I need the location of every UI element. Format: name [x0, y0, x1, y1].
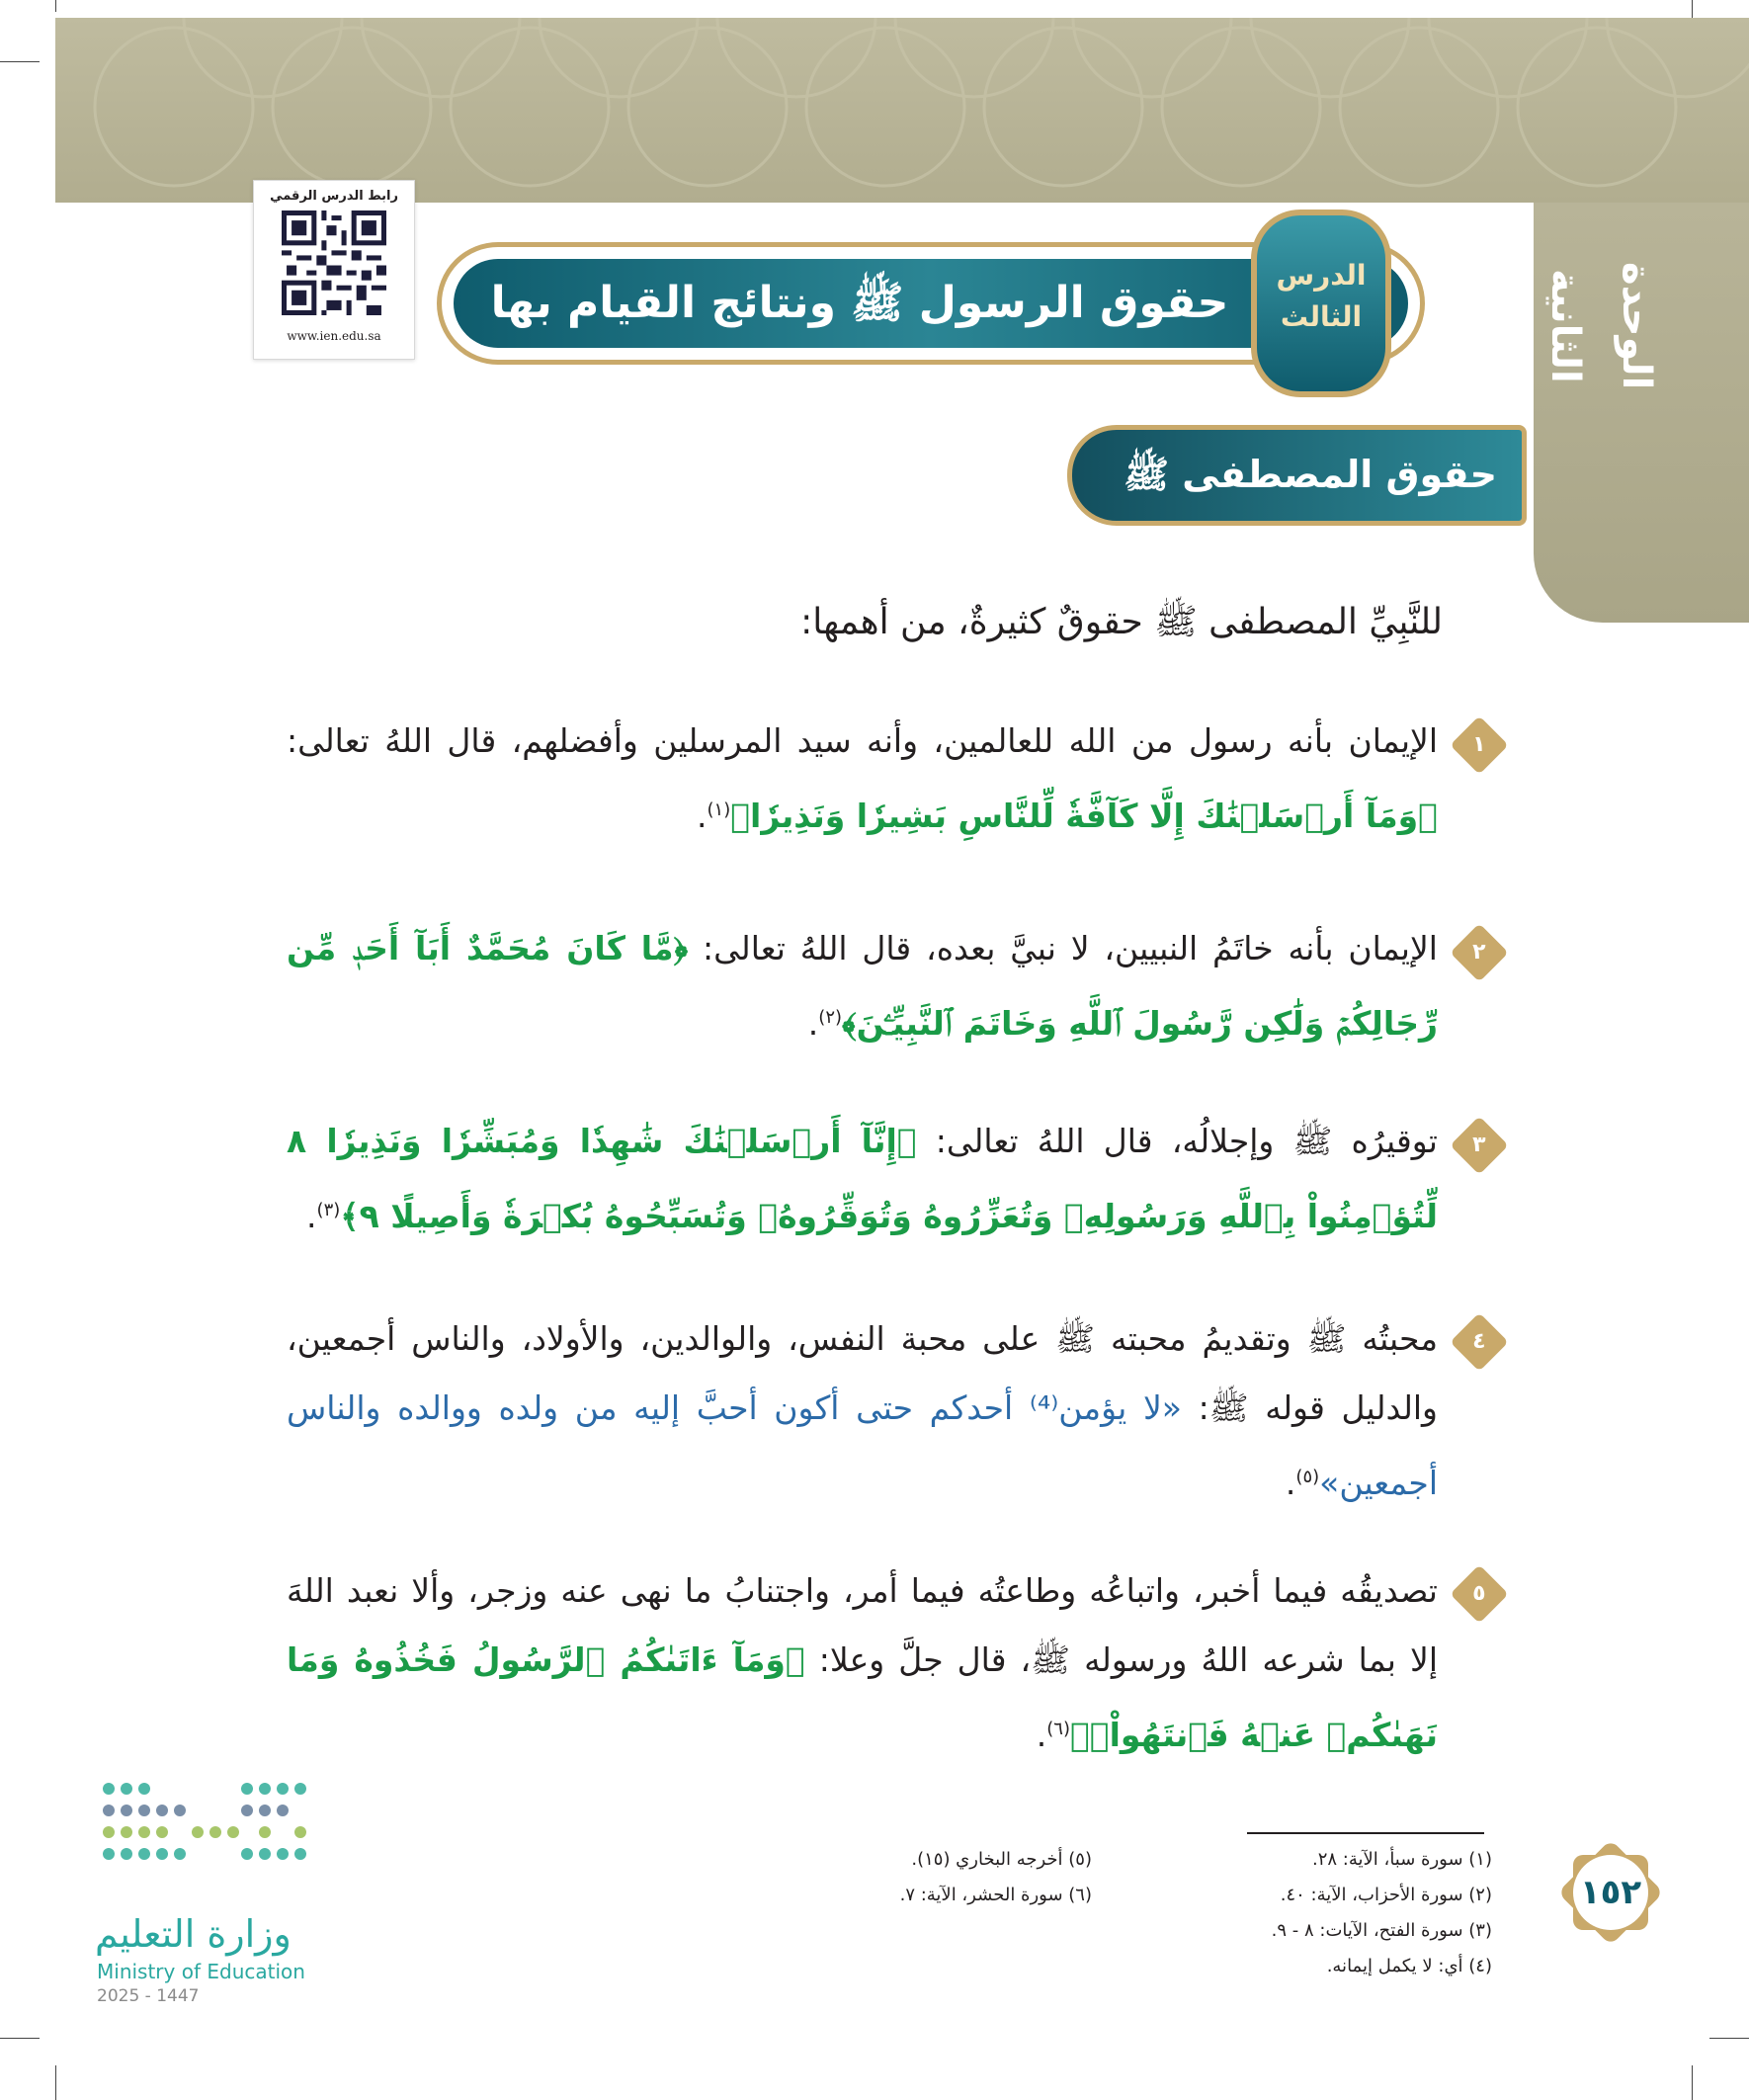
footnote-ref[interactable]: (٦) [1046, 1719, 1070, 1739]
item-number-badge: ٥ [1450, 1564, 1508, 1623]
item-number-badge: ١ [1450, 715, 1508, 774]
item-number-badge: ٣ [1450, 1116, 1508, 1174]
quran-verse: ﴿وَمَآ ءَاتَىٰكُمُ ٱلرَّسُولُ فَخُذُوهُ وَمَا نَهَىٰكُمۡ عَنۡهُ فَٱنتَهُواْۚ﴾ [287, 1640, 1438, 1754]
item-end: . [306, 1197, 317, 1235]
qr-card[interactable] [253, 180, 415, 360]
item-paragraph [287, 707, 1438, 851]
lesson-title: حقوق الرسول ﷺ ونتائج القيام بها [490, 278, 1229, 328]
footnote: (٥) أخرجه البخاري (١٥). [911, 1849, 1092, 1870]
ministry-logo-icon [99, 1779, 311, 1878]
item-number-badge: ٢ [1450, 923, 1508, 981]
item-end: . [807, 1004, 819, 1043]
footnote: (٤) أي: لا يكمل إيمانه. [1326, 1956, 1492, 1976]
crop-mark [55, 0, 56, 12]
item-paragraph [287, 1556, 1438, 1770]
lesson-badge-label: الدرس [1276, 259, 1367, 292]
ministry-year: 2025 - 1447 [97, 1986, 200, 2006]
footnote: (٦) سورة الحشر، الآية: ٧. [899, 1885, 1092, 1905]
footnote: (٣) سورة الفتح، الآيات: ٨ - ٩. [1271, 1920, 1492, 1941]
website-url[interactable]: www.ien.edu.sa [287, 329, 381, 343]
quran-verse: ﴿مَّا كَانَ مُحَمَّدٌ أَبَآ أَحَدٖ مِّن رِّجَالِكُمۡ وَلَٰكِن رَّسُولَ ٱللَّهِ وَخَاتَمَ ٱلنَّبِيِّـۧنَ﴾ [287, 929, 1438, 1043]
item-end: . [1036, 1716, 1047, 1754]
header-band [55, 18, 1749, 203]
footnote: (٢) سورة الأحزاب، الآية: ٤٠. [1280, 1885, 1492, 1905]
footnote-ref[interactable]: (٣) [316, 1200, 341, 1220]
hadith-quote: «لا يؤمن⁽⁴⁾ أحدكم حتى أكون أحبَّ إليه من ولده ووالده والناس أجمعين» [287, 1388, 1438, 1502]
item-text: الإيمان بأنه خاتَمُ النبيين، لا نبيَّ بعده، قال اللهُ تعالى: [688, 929, 1438, 967]
item-end: . [697, 797, 708, 835]
lesson-badge-number: الثالث [1280, 300, 1363, 333]
item-paragraph [287, 1304, 1438, 1518]
item-paragraph [287, 914, 1438, 1058]
item-text: توقيرُه ﷺ وإجلالُه، قال اللهُ تعالى: [916, 1122, 1438, 1160]
quran-verse: ﴿إِنَّآ أَرۡسَلۡنَٰكَ شَٰهِدٗا وَمُبَشِّرٗا وَنَذِيرٗا ٨ لِّتُؤۡمِنُواْ بِٱللَّهِ وَرَسُولِهِۦ وَتُعَزِّرُوهُ وَتُوَقِّرُوهُۚ وَتُسَبِّحُوهُ بُكۡرَةٗ وَأَصِيلًا ٩﴾ [287, 1122, 1438, 1235]
quran-verse: ﴿وَمَآ أَرۡسَلۡنَٰكَ إِلَّا كَآفَّةٗ لِّلنَّاسِ بَشِيرٗا وَنَذِيرٗا﴾ [730, 797, 1438, 835]
footnote-ref[interactable]: (٢) [818, 1007, 843, 1028]
footnote-rule [1247, 1832, 1484, 1834]
footnote-ref[interactable]: (١) [707, 799, 731, 820]
item-number-badge: ٤ [1450, 1312, 1508, 1371]
footnote: (١) سورة سبأ، الآية: ٢٨. [1312, 1849, 1492, 1870]
item-end: . [1285, 1464, 1296, 1502]
qr-caption: رابط الدرس الرقمي [270, 189, 398, 204]
ministry-name-ar: وزارة التعليم [95, 1912, 292, 1956]
item-paragraph [287, 1107, 1438, 1251]
section-title: حقوق المصطفى ﷺ [1124, 453, 1497, 496]
crop-mark [0, 2038, 40, 2039]
item-text: محبتُه ﷺ وتقديمُ محبته ﷺ على محبة النفس، والوالدين، والأولاد، والناس أجمعين، والدليل قوله ﷺ: [287, 1319, 1438, 1427]
page-number: ١٥٢ [1579, 1873, 1642, 1912]
unit-label: الوحدة الثانية [1542, 262, 1659, 390]
footnote-ref[interactable]: (٥) [1295, 1467, 1320, 1487]
ministry-name-en: Ministry of Education [97, 1960, 305, 1983]
crop-mark [1692, 2065, 1693, 2100]
crop-mark [55, 2065, 56, 2100]
crop-mark [0, 61, 40, 62]
item-text: تصديقُه فيما أخبر، واتباعُه وطاعتُه فيما أمر، واجتنابُ ما نهى عنه وزجر، وألا نعبد اللهَ إلا بما شرعه اللهُ ورسوله ﷺ، قال جلَّ وعلا: [287, 1571, 1438, 1679]
intro-paragraph: للنَّبِيِّ المصطفى ﷺ حقوقٌ كثيرةٌ، من أهمها: [800, 602, 1443, 642]
qr-code-icon[interactable] [282, 210, 386, 315]
crop-mark [1709, 2038, 1749, 2039]
header-pattern [55, 18, 1749, 203]
item-text: الإيمان بأنه رسول من الله للعالمين، وأنه سيد المرسلين وأفضلهم، قال اللهُ تعالى: [287, 721, 1438, 760]
